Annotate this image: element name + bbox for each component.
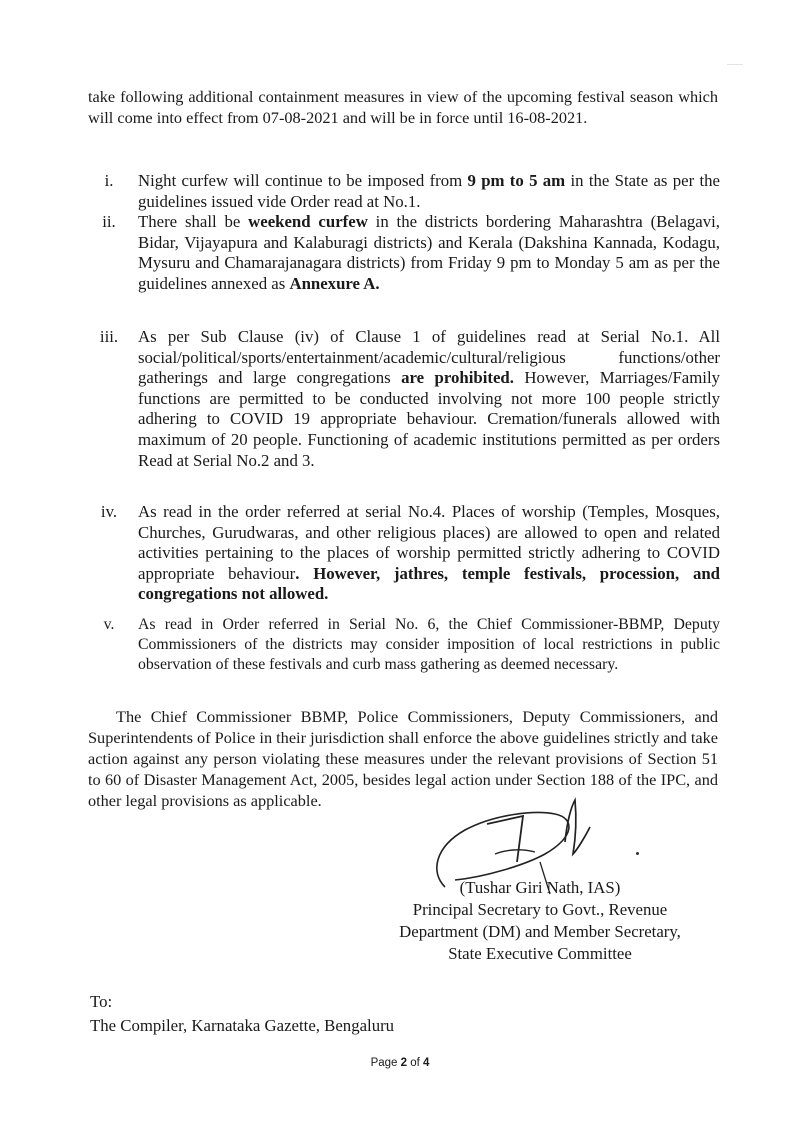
clause-iv [80,502,720,605]
to-block [90,990,394,1038]
page-number: Page 2 of 4 [370,1057,430,1069]
closing-paragraph: The Chief Commissioner BBMP, Police Commissioners, Deputy Commissioners, and Superintendents of Police in their jurisdiction shall enforce the above guidelines strictly and take action against any person violating these measures under the relevant provisions of Section 51 to 60 of Disaster Management Act, 2005, besides legal action under Section 188 of the IPC, and other legal provisions as applicable. [88,707,718,810]
intro-paragraph: take following additional containment measures in view of the upcoming festival season which will come into effect from 07-08-2021 and will be in force until 16-08-2021. [88,87,718,127]
scan-mark [727,64,743,65]
clause-text: There shall be weekend curfew in the districts bordering Maharashtra (Belagavi, Bidar, Vijayapura and Kalaburagi districts) and Kerala (Dakshina Kannada, Kodagu, Mysuru and Chamarajanagara districts) from Friday 9 pm to Monday 5 am as per the guidelines annexed as Annexure A. [138,212,721,293]
clause-text: As read in Order referred in Serial No. 6, the Chief Commissioner-BBMP, Deputy Commissioners of the districts may consider imposition of local restrictions in public observation of these festivals and curb mass gathering as deemed necessary. [138,616,720,673]
clause-number: iv. [100,502,118,521]
clause-text: As per Sub Clause (iv) of Clause 1 of guidelines read at Serial No.1. All social/political/sports/entertainment/academic/cultural/religious functions/other gatherings and large congregations are prohibited. However, Marriages/Family functions are permitted to be conducted involving not more 100 people strictly adhering to COVID 19 appropriate behaviour. Cremation/funerals allowed with maximum of 20 people. Functioning of academic institutions permitted as per orders Read at Serial No.2 and 3. [138,327,721,470]
signatory-title-line2: Department (DM) and Member Secretary, [399,922,681,941]
clause-text: Night curfew will continue to be imposed from 9 pm to 5 am in the State as per the guidelines issued vide Order read at No.1. [138,171,720,211]
clause-number: iii. [99,327,119,346]
clause-i [80,171,720,212]
clause-text: As read in the order referred at serial No.4. Places of worship (Temples, Mosques, Churches, Gurudwaras, and other religious places) are allowed to open and related activities pertaining to the places of worship permitted strictly adhering to COVID appropriate behaviour. However, jathres, temple festivals, procession, and congregations not allowed. [138,502,720,604]
clause-ii [80,212,720,294]
clause-iii [80,327,720,471]
clause-number: v. [103,616,115,633]
clause-number: ii. [102,212,116,231]
signatory-name: (Tushar Giri Nath, IAS) [459,878,621,897]
to-label: To: [90,992,113,1011]
ink-dot [636,852,639,855]
clause-v [80,615,720,675]
signatory-title-line3: State Executive Committee [448,944,632,963]
to-recipient: The Compiler, Karnataka Gazette, Bengaluru [90,1016,395,1035]
signatory-title-line1: Principal Secretary to Govt., Revenue [412,900,668,919]
clause-number: i. [104,171,114,190]
signature-block [360,877,720,965]
